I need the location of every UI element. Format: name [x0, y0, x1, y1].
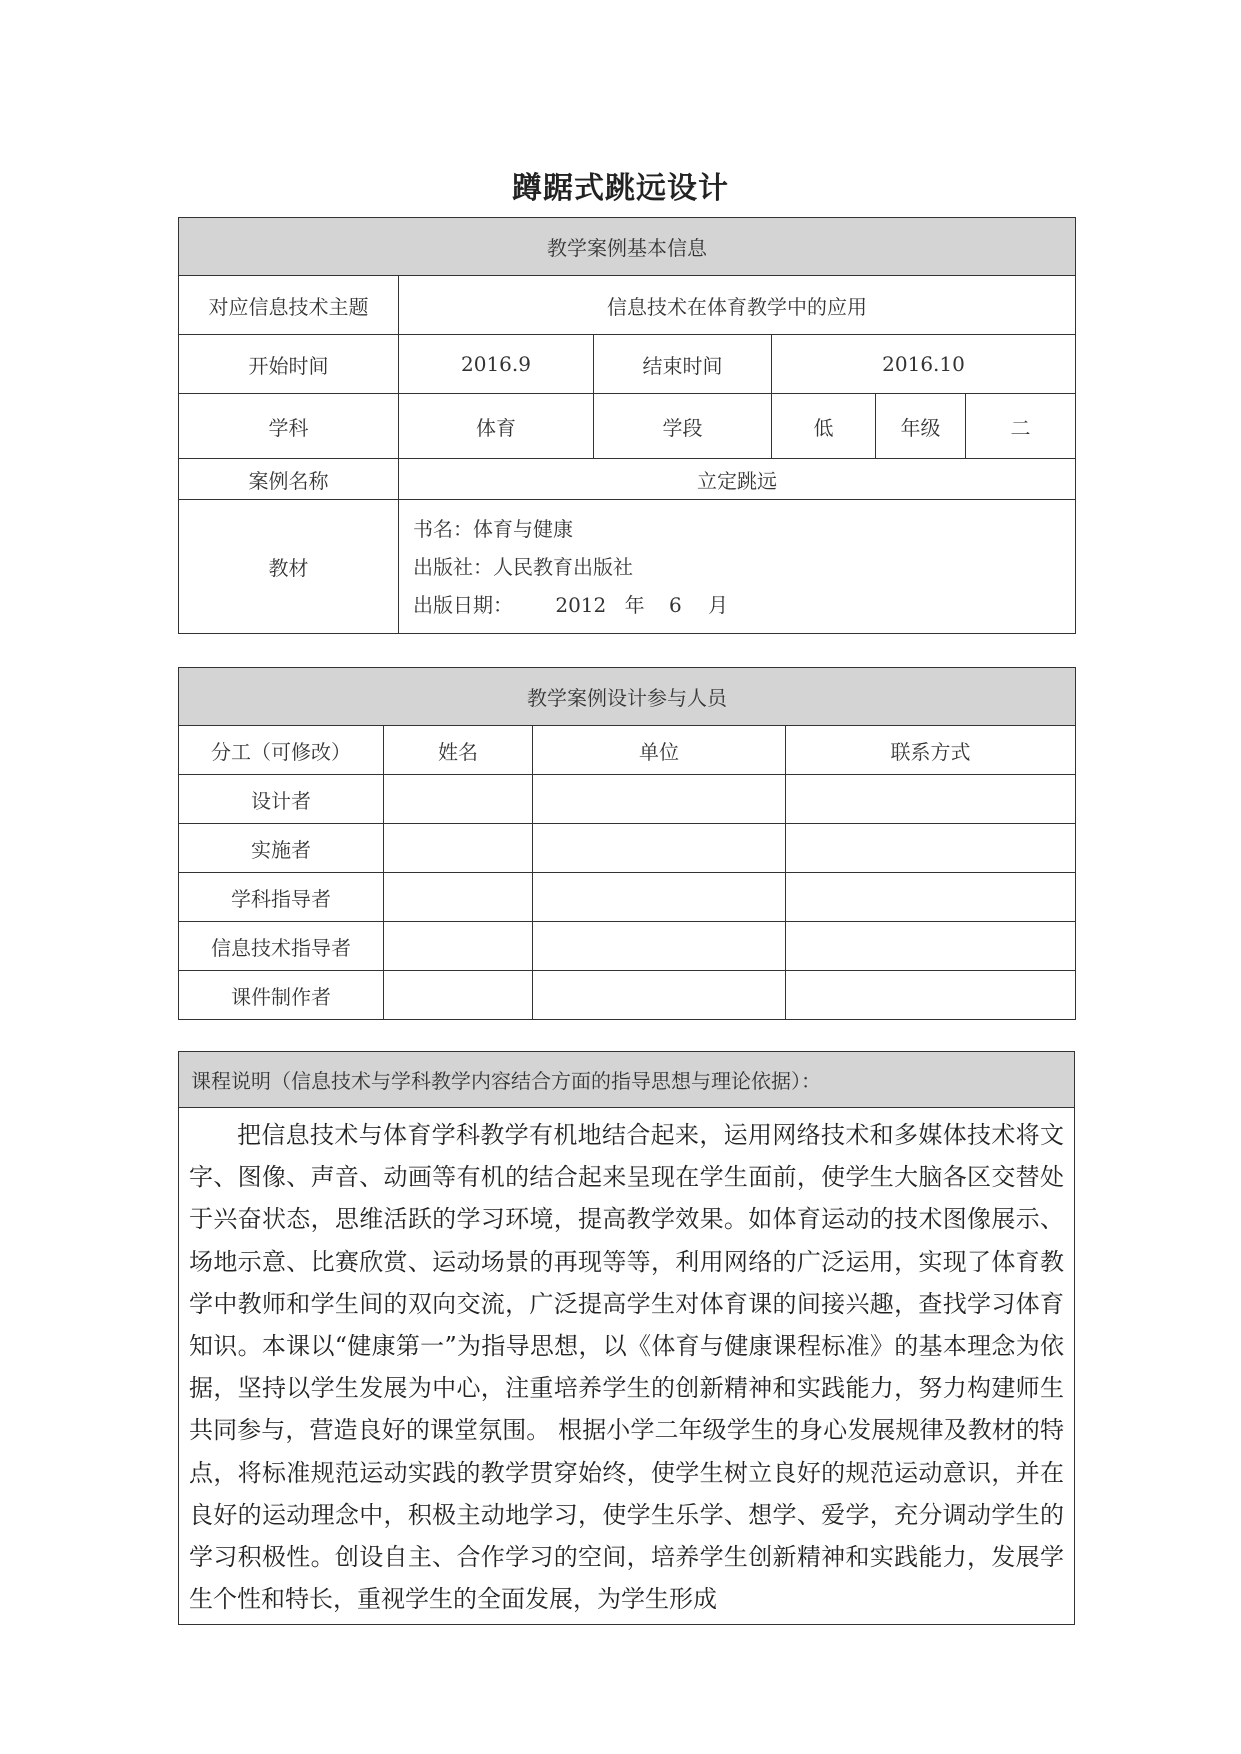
course-description-body: 把信息技术与体育学科教学有机地结合起来，运用网络技术和多媒体技术将文字、图像、声音、动画等有机的结合起来呈现在学生面前，使学生大脑各区交替处于兴奋状态，思维活跃的学习环境，提高教学效果。如体育运动的技术图像展示、场地示意、比赛欣赏、运动场景的再现等等，利用网络的广泛运用，实现了体育教学中教师和学生间的双向交流，广泛提高学生对体育课的间接兴趣，查找学习体育知识。本课以“健康第一”为指导思想，以《体育与健康课程标准》的基本理念为依据，坚持以学生发展为中心，注重培养学生的创新精神和实践能力，努力构建师生共同参与，营造良好的课堂氛围。 根据小学二年级学生的身心发展规律及教材的特点，将标准规范运动实践的教学贯穿始终，使学生树立良好的规范运动意识，并在良好的运动理念中，积极主动地学习，使学生乐学、想学、爱学，充分调动学生的学习积极性。创设自主、合作学习的空间，培养学生创新精神和实践能力，发展学生个性和特长，重视学生的全面发展，为学生形成	[179, 1108, 1075, 1625]
courseware-maker-contact-cell	[786, 971, 1076, 1020]
end-time-value: 2016.10	[772, 335, 1076, 394]
subject-value: 体育	[399, 394, 594, 459]
column-header-role: 分工（可修改）	[179, 726, 384, 775]
page-title: 蹲踞式跳远设计	[512, 171, 729, 206]
implementer-unit-cell	[533, 824, 786, 873]
courseware-maker-unit-cell	[533, 971, 786, 1020]
it-advisor-unit-cell	[533, 922, 786, 971]
textbook-publisher-line: 出版社：人民教育出版社	[413, 554, 633, 579]
role-courseware-maker: 课件制作者	[179, 971, 384, 1020]
textbook-book-line: 书名：体育与健康	[413, 516, 573, 541]
designer-name-cell	[384, 775, 533, 824]
date-prefix: 出版日期：	[413, 592, 513, 617]
date-year: 2012	[555, 592, 607, 617]
date-year-unit: 年	[624, 592, 645, 617]
implementer-contact-cell	[786, 824, 1076, 873]
course-description-header: 课程说明（信息技术与学科教学内容结合方面的指导思想与理论依据）：	[179, 1052, 1075, 1108]
topic-label: 对应信息技术主题	[179, 276, 399, 335]
case-name-value: 立定跳远	[399, 459, 1076, 500]
start-time-label: 开始时间	[179, 335, 399, 394]
it-advisor-name-cell	[384, 922, 533, 971]
column-header-unit: 单位	[533, 726, 786, 775]
date-month-unit: 月	[708, 592, 729, 617]
designer-unit-cell	[533, 775, 786, 824]
designer-contact-cell	[786, 775, 1076, 824]
course-description-table	[178, 1051, 1075, 1625]
textbook-info	[399, 500, 1076, 634]
subject-advisor-name-cell	[384, 873, 533, 922]
grade-label: 年级	[876, 394, 966, 459]
case-name-label: 案例名称	[179, 459, 399, 500]
participants-table	[178, 667, 1076, 1020]
basic-info-table	[178, 217, 1076, 634]
role-it-advisor: 信息技术指导者	[179, 922, 384, 971]
subject-label: 学科	[179, 394, 399, 459]
participants-header: 教学案例设计参与人员	[179, 668, 1076, 726]
basic-info-header: 教学案例基本信息	[179, 218, 1076, 276]
column-header-contact: 联系方式	[786, 726, 1076, 775]
subject-advisor-contact-cell	[786, 873, 1076, 922]
start-time-value: 2016.9	[399, 335, 594, 394]
role-designer: 设计者	[179, 775, 384, 824]
column-header-name: 姓名	[384, 726, 533, 775]
role-subject-advisor: 学科指导者	[179, 873, 384, 922]
end-time-label: 结束时间	[594, 335, 772, 394]
textbook-date-line	[413, 586, 1075, 624]
role-implementer: 实施者	[179, 824, 384, 873]
textbook-label: 教材	[179, 500, 399, 634]
it-advisor-contact-cell	[786, 922, 1076, 971]
stage-label: 学段	[594, 394, 772, 459]
courseware-maker-name-cell	[384, 971, 533, 1020]
implementer-name-cell	[384, 824, 533, 873]
stage-value: 低	[772, 394, 876, 459]
subject-advisor-unit-cell	[533, 873, 786, 922]
topic-value: 信息技术在体育教学中的应用	[399, 276, 1076, 335]
grade-value: 二	[966, 394, 1076, 459]
date-month: 6	[668, 592, 682, 617]
